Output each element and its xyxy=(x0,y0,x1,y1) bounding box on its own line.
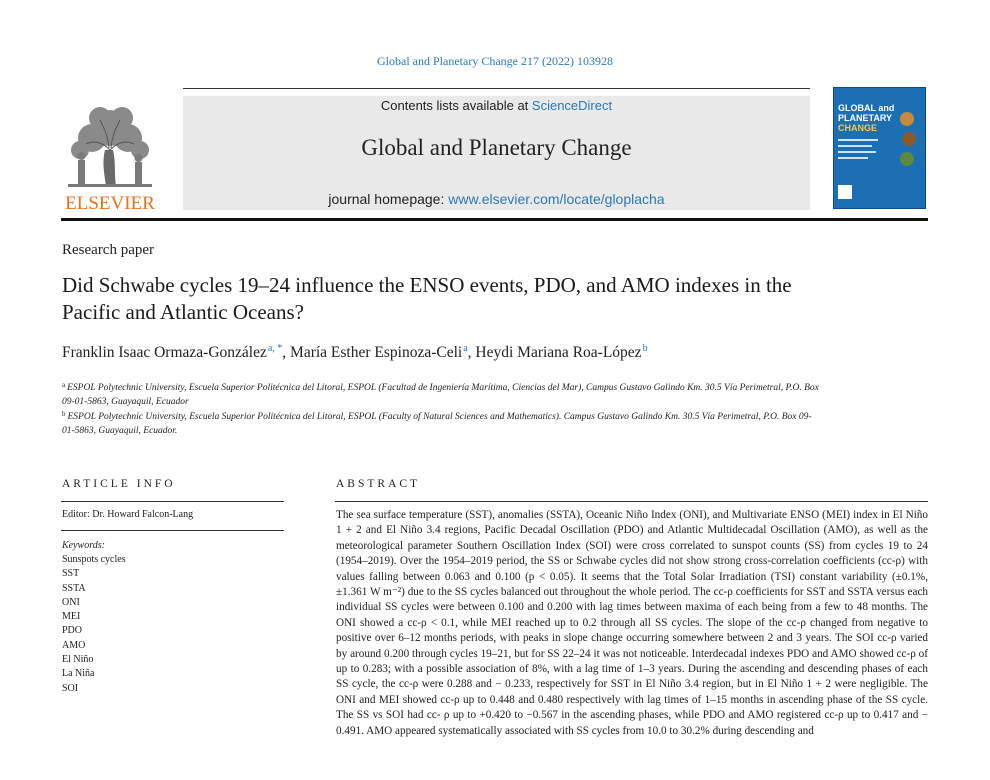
affiliation-mark: b xyxy=(62,410,66,418)
journal-homepage-link[interactable]: www.elsevier.com/locate/gloplacha xyxy=(448,191,665,207)
author-name[interactable]: María Esther Espinoza-Celi xyxy=(290,344,463,361)
contents-prefix: Contents lists available at xyxy=(380,98,532,113)
author-affiliation-mark[interactable]: a xyxy=(463,343,468,354)
author-name[interactable]: Franklin Isaac Ormaza-González xyxy=(62,344,267,361)
abstract-text: The sea surface temperature (SST), anomalies (SSTA), Oceanic Niño Index (ONI), and Multivariate ENSO (MEI) index in El Niño 1 + 2 and El Niño 3.4 regions, Pacific Decadal Oscillation (PDO) and Atlantic Multidecadal Oscillation (AMO), as well as the meteorological parameter Southern Oscillation Index (SOI) were cross correlated to sunspot counts (SS) from cycles 19 to 24 (1954–2019). Over the 1954–2019 period, the SS or Schwabe cycles did not show strong cross-correlation coefficients (cc-ρ) with values falling between 0.063 and 0.100 (p < 0.05). It seems that the Total Solar Irradiation (TSI) constant variability (±0.1%, ±1.361 W m⁻²) due to the SS cycles balanced out throughout the whole period. The cc-ρ coefficients for SST and SSTA versus each individual SS cycles were between 0.100 and 0.200 with lag times between maxima of each being from a few to 48 months. The ONI showed a cc-ρ < 0.1, while MEI reached up to 0.2 through all SS cycles. The slope of the cc-ρ changed from negative to positive over 6–12 months periods, with peaks in slope change occurring somewhere between 2 and 3 years. The SOI cc-ρ varied by around 0.200 through cycles 19–21, but for SS 22–24 it was not noticeable. Interdecadal indexes PDO and AMO showed cc-ρ of up to 0.283; with a possible association of 8%, with a lag time of 1–3 years. During the ascending and descending phases of each SS cycle, the cc-ρ were 0.288 and − 0.233, respectively for SST in El Niño 3.4 region, but in El Niño 1 + 2 were negligible. The ONI and MEI showed cc-ρ up to 0.448 and 0.480 respectively with lag times of 1–15 months in ascending phase of the SS cycle. The SS vs SOI had cc- ρ up to +0.420 to −0.567 in the ascending phases, while PDO and AMO registered cc-ρ up to 0.417 and − 0.491. AMO appeared systematically associated with SS cycles from 10.0 to 30.2% during descending and xyxy=(336,509,928,737)
elsevier-logo[interactable] xyxy=(58,98,162,213)
keyword-item: ONI xyxy=(62,596,80,608)
article-title: Did Schwabe cycles 19–24 influence the ENSO events, PDO, and AMO indexes in the Pacific and Atlantic Oceans? xyxy=(62,273,792,324)
article-info-heading: ARTICLE INFO xyxy=(62,478,176,490)
author-list xyxy=(62,343,648,362)
svg-text:GLOBAL and: GLOBAL and xyxy=(838,103,895,113)
abstract-heading: ABSTRACT xyxy=(336,478,421,490)
publisher-logo-text: ELSEVIER xyxy=(65,193,155,213)
editor-line: Editor: Dr. Howard Falcon-Lang xyxy=(62,509,194,520)
author-affiliation-mark[interactable]: b xyxy=(642,343,648,354)
article-info-rule xyxy=(61,501,284,502)
header-bottom-rule xyxy=(61,218,928,221)
author-name[interactable]: Heydi Mariana Roa-López xyxy=(475,344,642,361)
author-affiliation-mark[interactable]: a, * xyxy=(267,343,283,354)
journal-reference[interactable]: Global and Planetary Change 217 (2022) 103928 xyxy=(377,54,613,68)
affiliation-text: ESPOL Polytechnic University, Escuela Superior Politécnica del Litoral, ESPOL (Facultad de Ingeniería Marítima, Ciencias del Mar), Campus Gustavo Galindo Km. 30.5 Vía Perimetral, P.O. Box 09-01-5863, Guayaquil, Ecuador xyxy=(62,383,819,407)
contents-line xyxy=(183,98,810,113)
keyword-item: El Niño xyxy=(62,654,94,666)
sciencedirect-link[interactable]: ScienceDirect xyxy=(531,98,613,113)
journal-cover[interactable] xyxy=(833,87,926,209)
journal-title: Global and Planetary Change xyxy=(361,135,632,160)
header-top-rule xyxy=(183,88,810,89)
svg-text:PLANETARY: PLANETARY xyxy=(838,113,892,123)
keyword-item: PDO xyxy=(62,625,83,637)
keyword-item: AMO xyxy=(62,639,86,651)
homepage-line xyxy=(183,191,810,207)
author-separator: , xyxy=(467,344,476,361)
affiliation-mark: a xyxy=(62,381,66,389)
svg-text:CHANGE: CHANGE xyxy=(838,123,878,133)
keywords-list xyxy=(62,553,126,696)
elsevier-tree-icon xyxy=(58,98,162,213)
keyword-item: SST xyxy=(62,568,80,580)
keyword-item: SOI xyxy=(62,682,79,694)
keyword-item: MEI xyxy=(62,611,81,623)
keyword-item: Sunspots cycles xyxy=(62,554,126,565)
keyword-item: SSTA xyxy=(62,582,86,594)
affiliation-text: ESPOL Polytechnic University, Escuela Superior Politécnica del Litoral, ESPOL (Faculty of Natural Sciences and Mathematics). Campus Gustavo Galindo Km. 30.5 Vía Perimetral, P.O. Box 09-01-5863, Guayaquil, Ecuador. xyxy=(62,412,812,436)
keywords-label: Keywords: xyxy=(62,540,105,551)
affiliation-b xyxy=(62,407,822,438)
keyword-item: La Niña xyxy=(62,668,95,680)
homepage-prefix: journal homepage: xyxy=(328,191,449,207)
affiliation-a xyxy=(62,378,822,409)
editor-rule xyxy=(61,530,284,531)
journal-cover-image xyxy=(833,87,926,209)
article-type: Research paper xyxy=(62,242,155,258)
abstract-rule xyxy=(335,501,928,502)
author-separator: , xyxy=(282,344,291,361)
